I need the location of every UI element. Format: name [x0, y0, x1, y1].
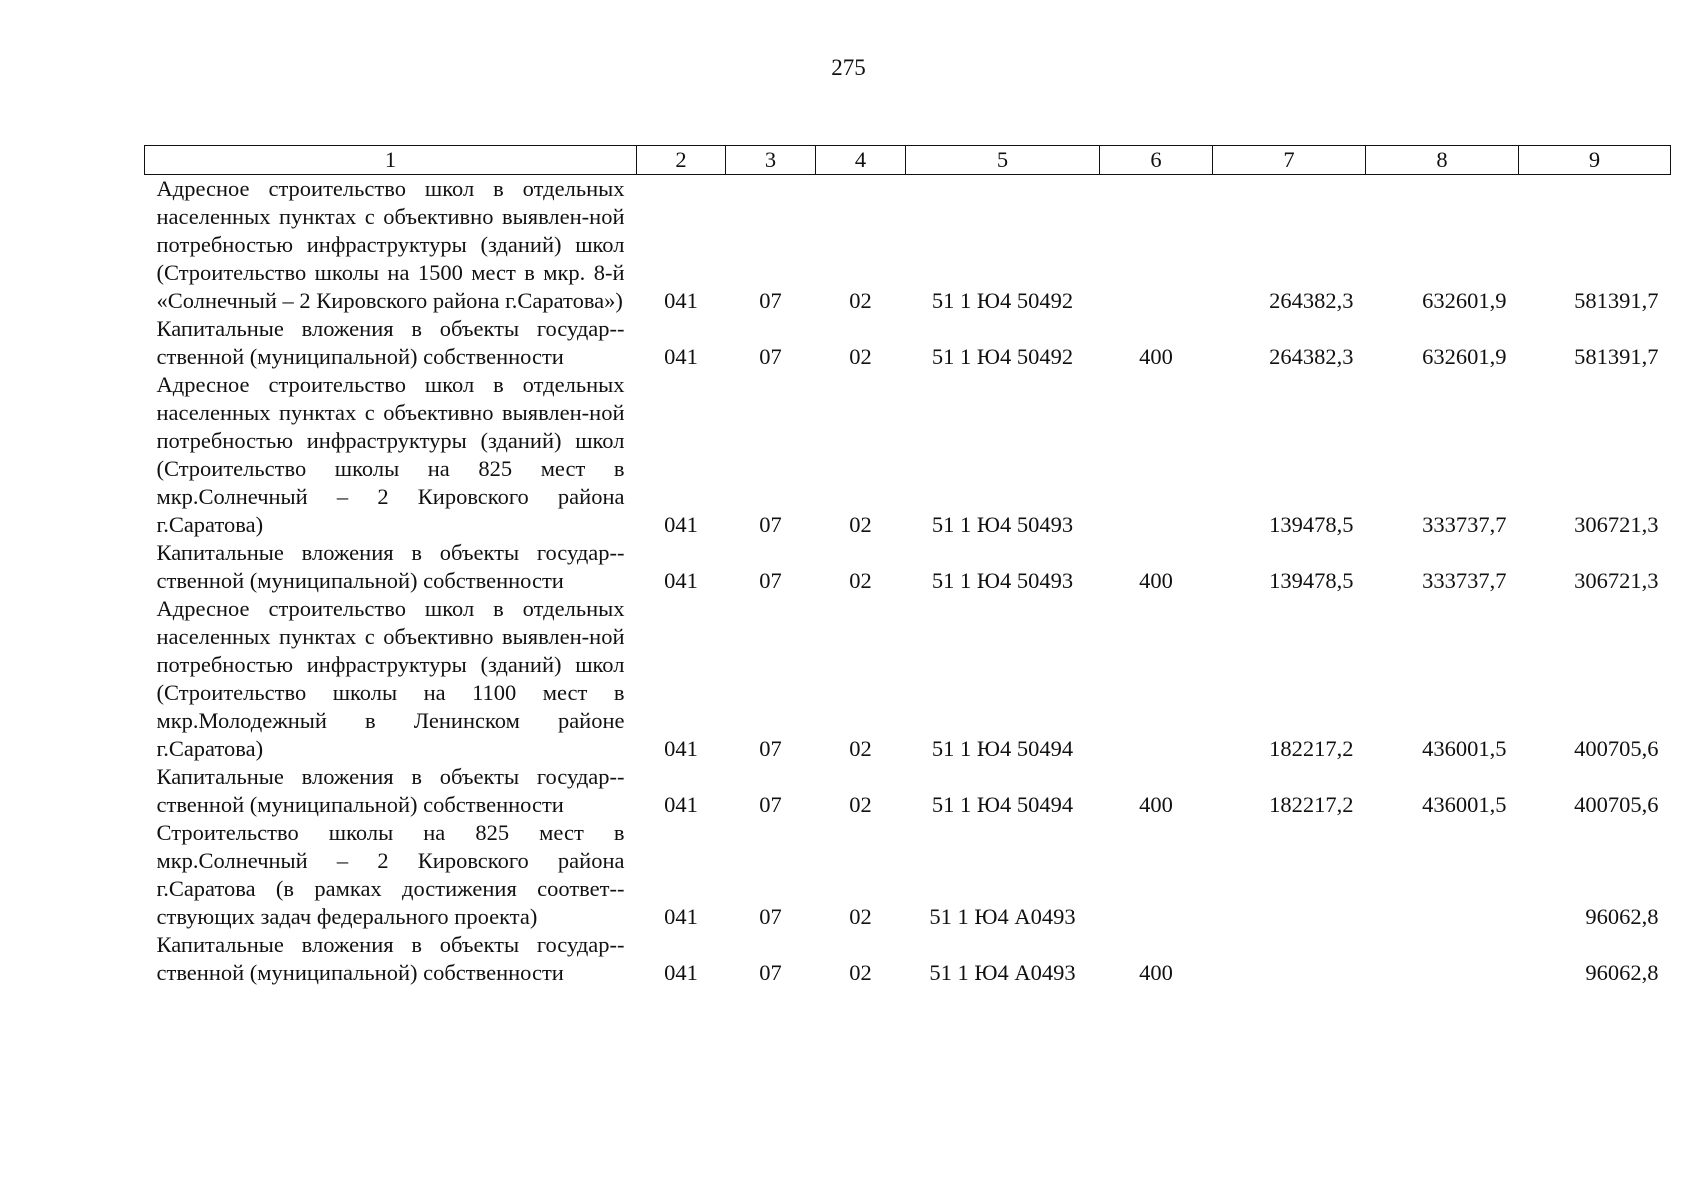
cell-col-5: 51 1 Ю4 50493 — [931, 568, 1074, 593]
cell-col-7: 264382,3 — [1269, 288, 1354, 313]
cell-col-4: 02 — [849, 288, 872, 313]
cell-col-3: 07 — [759, 960, 782, 985]
cell-col-7: 264382,3 — [1269, 344, 1354, 369]
cell-col-8: 333737,7 — [1422, 568, 1507, 593]
cell-col-9: 581391,7 — [1574, 344, 1659, 369]
table-row — [145, 539, 1671, 595]
cell-col-4: 02 — [849, 960, 872, 985]
cell-col-8: 632601,9 — [1422, 344, 1507, 369]
cell-col-5: 51 1 Ю4 50494 — [931, 792, 1074, 817]
cell-col-8: 436001,5 — [1422, 736, 1507, 761]
cell-col-2: 041 — [664, 904, 698, 929]
cell-col-8: 436001,5 — [1422, 792, 1507, 817]
cell-col-8: 632601,9 — [1422, 288, 1507, 313]
cell-col-2: 041 — [664, 960, 698, 985]
table-row — [145, 595, 1671, 763]
cell-col-8 — [1366, 931, 1519, 987]
cell-col-9: 400705,6 — [1574, 736, 1659, 761]
cell-col-7 — [1213, 931, 1366, 987]
cell-col-9: 581391,7 — [1574, 288, 1659, 313]
cell-col-4: 02 — [849, 344, 872, 369]
column-header-9: 9 — [1519, 146, 1671, 175]
cell-col-4: 02 — [849, 512, 872, 537]
cell-col-4: 02 — [849, 736, 872, 761]
cell-col-7: 182217,2 — [1269, 736, 1354, 761]
cell-col-2: 041 — [664, 568, 698, 593]
cell-col-5: 51 1 Ю4 50492 — [931, 344, 1074, 369]
cell-col-7 — [1213, 819, 1366, 931]
budget-table — [144, 145, 1671, 987]
row-description: Адресное строительство школ в отдельных населенных пунктах с объективно выявлен-ной потребностью инфраструктуры (зданий) школ (Строительство школы на 1100 мест в мкр.Молодежный в Ленинском районе г.Саратова) — [156, 596, 625, 761]
column-header-2: 2 — [637, 146, 726, 175]
cell-col-6: 400 — [1139, 792, 1173, 817]
cell-col-4: 02 — [849, 568, 872, 593]
cell-col-9: 306721,3 — [1574, 512, 1659, 537]
cell-col-3: 07 — [759, 904, 782, 929]
cell-col-5: 51 1 Ю4 50493 — [931, 512, 1074, 537]
cell-col-7: 139478,5 — [1269, 512, 1354, 537]
cell-col-3: 07 — [759, 792, 782, 817]
row-description: Строительство школы на 825 мест в мкр.Солнечный – 2 Кировского района г.Саратова (в рамках достижения соответ-ствующих задач федерального проекта) — [156, 820, 625, 929]
cell-col-2: 041 — [664, 512, 698, 537]
row-description: Капитальные вложения в объекты государ-ственной (муниципальной) собственности — [156, 932, 625, 985]
cell-col-6 — [1100, 371, 1213, 539]
cell-col-2: 041 — [664, 288, 698, 313]
table-body — [145, 175, 1671, 988]
cell-col-2: 041 — [664, 344, 698, 369]
cell-col-3: 07 — [759, 736, 782, 761]
column-header-3: 3 — [726, 146, 816, 175]
column-header-5: 5 — [906, 146, 1100, 175]
cell-col-7: 182217,2 — [1269, 792, 1354, 817]
cell-col-9: 96062,8 — [1585, 960, 1659, 985]
cell-col-9: 96062,8 — [1585, 904, 1659, 929]
row-description: Капитальные вложения в объекты государ-ственной (муниципальной) собственности — [156, 764, 625, 817]
page-number: 275 — [831, 55, 866, 80]
cell-col-8 — [1366, 819, 1519, 931]
table-row — [145, 931, 1671, 987]
table-row — [145, 763, 1671, 819]
cell-col-6: 400 — [1139, 344, 1173, 369]
cell-col-6 — [1100, 175, 1213, 316]
table-row — [145, 819, 1671, 931]
table-row — [145, 175, 1671, 316]
cell-col-5: 51 1 Ю4 50494 — [931, 736, 1074, 761]
cell-col-9: 400705,6 — [1574, 792, 1659, 817]
cell-col-3: 07 — [759, 344, 782, 369]
column-header-7: 7 — [1213, 146, 1366, 175]
cell-col-6 — [1100, 595, 1213, 763]
row-description: Капитальные вложения в объекты государ-ственной (муниципальной) собственности — [156, 316, 625, 369]
cell-col-6: 400 — [1139, 960, 1173, 985]
cell-col-3: 07 — [759, 568, 782, 593]
cell-col-3: 07 — [759, 288, 782, 313]
cell-col-6 — [1100, 819, 1213, 931]
cell-col-7: 139478,5 — [1269, 568, 1354, 593]
column-header-1: 1 — [145, 146, 637, 175]
cell-col-2: 041 — [664, 792, 698, 817]
cell-col-6: 400 — [1139, 568, 1173, 593]
cell-col-5: 51 1 Ю4 А0493 — [929, 960, 1076, 985]
row-description: Капитальные вложения в объекты государ-ственной (муниципальной) собственности — [156, 540, 625, 593]
cell-col-9: 306721,3 — [1574, 568, 1659, 593]
row-description: Адресное строительство школ в отдельных населенных пунктах с объективно выявлен-ной потребностью инфраструктуры (зданий) школ (Строительство школы на 1500 мест в мкр. 8-й «Солнечный – 2 Кировского района г.Саратова») — [156, 176, 625, 313]
table-header — [145, 146, 1671, 175]
table-row — [145, 371, 1671, 539]
cell-col-5: 51 1 Ю4 А0493 — [929, 904, 1076, 929]
cell-col-4: 02 — [849, 904, 872, 929]
cell-col-2: 041 — [664, 736, 698, 761]
row-description: Адресное строительство школ в отдельных населенных пунктах с объективно выявлен-ной потребностью инфраструктуры (зданий) школ (Строительство школы на 825 мест в мкр.Солнечный – 2 Кировского района г.Саратова) — [156, 372, 625, 537]
column-header-4: 4 — [816, 146, 906, 175]
cell-col-4: 02 — [849, 792, 872, 817]
cell-col-8: 333737,7 — [1422, 512, 1507, 537]
header-row — [145, 146, 1671, 175]
cell-col-3: 07 — [759, 512, 782, 537]
table-row — [145, 315, 1671, 371]
column-header-6: 6 — [1100, 146, 1213, 175]
column-header-8: 8 — [1366, 146, 1519, 175]
cell-col-5: 51 1 Ю4 50492 — [931, 288, 1074, 313]
